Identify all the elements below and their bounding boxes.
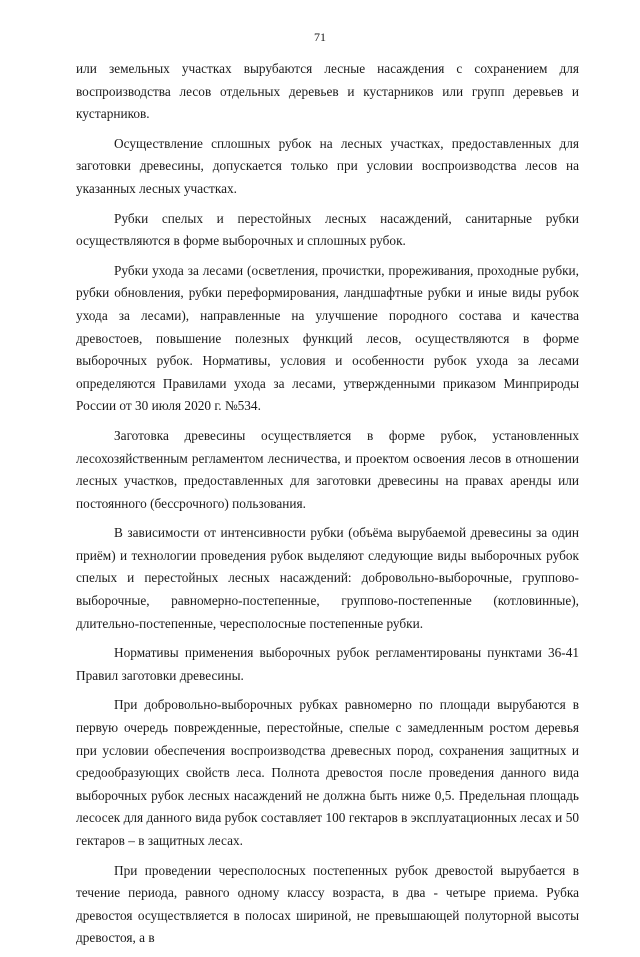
paragraph-8: При добровольно-выборочных рубках равномерно по площади вырубаются в первую очередь поврежденные, перестойные, спелые с замедленным ростом деревья при условии обеспечения воспроизводства древесных пород, сохранения защитных и средообразующих свойств леса. Полнота древостоя после проведения данного вида выборочных рубок лесных насаждений не должна быть ниже 0,5. Предельная площадь лесосек для данного вида рубок составляет 100 гектаров в эксплуатационных лесах и 50 гектаров – в защитных лесах. xyxy=(76,697,579,848)
paragraph-7: Нормативы применения выборочных рубок регламентированы пунктами 36-41 Правил заготовки древесины. xyxy=(76,645,579,683)
paragraph-5: Заготовка древесины осуществляется в форме рубок, установленных лесохозяйственным регламентом лесничества, и проектом освоения лесов в отношении лесных участков, предоставленных для заготовки древесины на правах аренды или постоянного (бессрочного) пользования. xyxy=(76,427,579,511)
paragraph-2: Осуществление сплошных рубок на лесных участках, предоставленных для заготовки древесины, допускается только при условии воспроизводства лесов на указанных лесных участках. xyxy=(76,135,579,196)
paragraph-9: При проведении чересполосных постепенных рубок древостой вырубается в течение периода, равного одному классу возраста, в два - четыре приема. Рубка древостоя осуществляется в полосах шириной, не превышающей полуторной высоты древостоя, а в xyxy=(76,862,579,946)
paragraph-3: Рубки спелых и перестойных лесных насаждений, санитарные рубки осуществляются в форме выборочных и сплошных рубок. xyxy=(76,210,579,249)
paragraph-4: Рубки ухода за лесами (осветления, прочистки, прореживания, проходные рубки, рубки обновления, рубки переформирования, ландшафтные рубки и иные виды рубок ухода за лесами), направленные на улучшение породного состава и качества древостоев, повышение полезных функций лесов, осуществляются в форме выборочных рубок. Нормативы, условия и особенности рубок ухода за лесами определяются Правилами ухода за лесами, утвержденными приказом Минприроды России от 30 июля 2020 г. №534. xyxy=(76,262,579,414)
paragraph-1: или земельных участках вырубаются лесные насаждения с сохранением для воспроизводства лесов отдельных деревьев и кустарников или групп деревьев и кустарников. xyxy=(76,61,579,122)
paragraph-6: В зависимости от интенсивности рубки (объёма вырубаемой древесины за один приём) и технологии проведения рубок выделяют следующие виды выборочных рубок спелых и перестойных лесных насаждений: добровольно-выборочные, группово-выборочные, равномерно-постепенные, группово-постепенные (котловинные), длительно-постепенные, чересполосные постепенные рубки. xyxy=(76,525,579,631)
page-number: 71 xyxy=(314,30,326,44)
document-body xyxy=(76,58,579,957)
